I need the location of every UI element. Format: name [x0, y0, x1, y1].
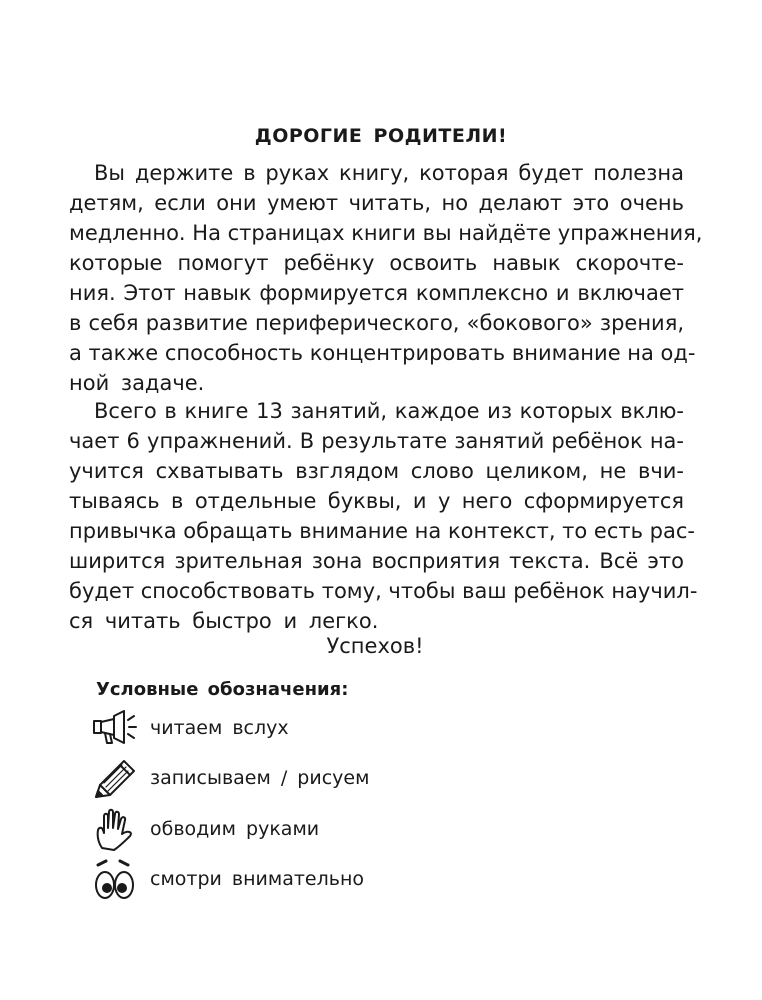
paragraph-1-line: медленно. На страницах книги вы найдёте упражнения,	[69, 221, 703, 245]
legend-item-look-carefully	[92, 858, 492, 902]
paragraph-2-line: ся читать быстро и легко.	[69, 609, 379, 633]
pencil-icon	[92, 757, 140, 801]
legend-label: записываем / рисуем	[150, 767, 370, 789]
page-title: ДОРОГИЕ РОДИТЕЛИ!	[254, 125, 508, 147]
paragraph-1-line: Вы держите в руках книгу, которая будет полезна	[94, 161, 684, 185]
legend-item-trace-by-hand	[92, 808, 492, 852]
paragraph-1-line: детям, если они умеют читать, но делают это очень	[69, 191, 684, 215]
paragraph-2-line: учится схватывать взглядом слово целиком, не вчи-	[69, 459, 684, 483]
paragraph-1-line: а также способность концентрировать внимание на од-	[69, 341, 696, 365]
paragraph-2-line: чает 6 упражнений. В результате занятий ребёнок на-	[69, 429, 684, 453]
paragraph-2-line: тываясь в отдельные буквы, и у него сформируется	[69, 489, 684, 513]
paragraph-1-line: ной задаче.	[69, 371, 205, 395]
legend-item-read-aloud	[92, 707, 492, 751]
paragraph-1-line: ния. Этот навык формируется комплексно и включает	[69, 281, 684, 305]
hand-icon	[92, 808, 140, 852]
megaphone-icon	[92, 707, 140, 751]
legend-title: Условные обозначения:	[96, 679, 349, 700]
paragraph-1-line: в себя развитие периферического, «бокового» зрения,	[69, 311, 684, 335]
legend-item-write-draw	[92, 757, 492, 801]
legend-label: читаем вслух	[150, 717, 289, 739]
paragraph-2-line: Всего в книге 13 занятий, каждое из которых вклю-	[94, 399, 684, 423]
paragraph-1-line: которые помогут ребёнку освоить навык скорочте-	[69, 251, 684, 275]
closing-text: Успехов!	[326, 634, 424, 658]
paragraph-2-line: привычка обращать внимание на контекст, то есть рас-	[69, 519, 696, 543]
eyes-icon	[92, 858, 140, 902]
legend-label: смотри внимательно	[150, 868, 365, 890]
paragraph-2-line: ширится зрительная зона восприятия текста. Всё это	[69, 549, 684, 573]
legend-label: обводим руками	[150, 818, 320, 840]
paragraph-2-line: будет способствовать тому, чтобы ваш ребёнок научил-	[69, 579, 698, 603]
